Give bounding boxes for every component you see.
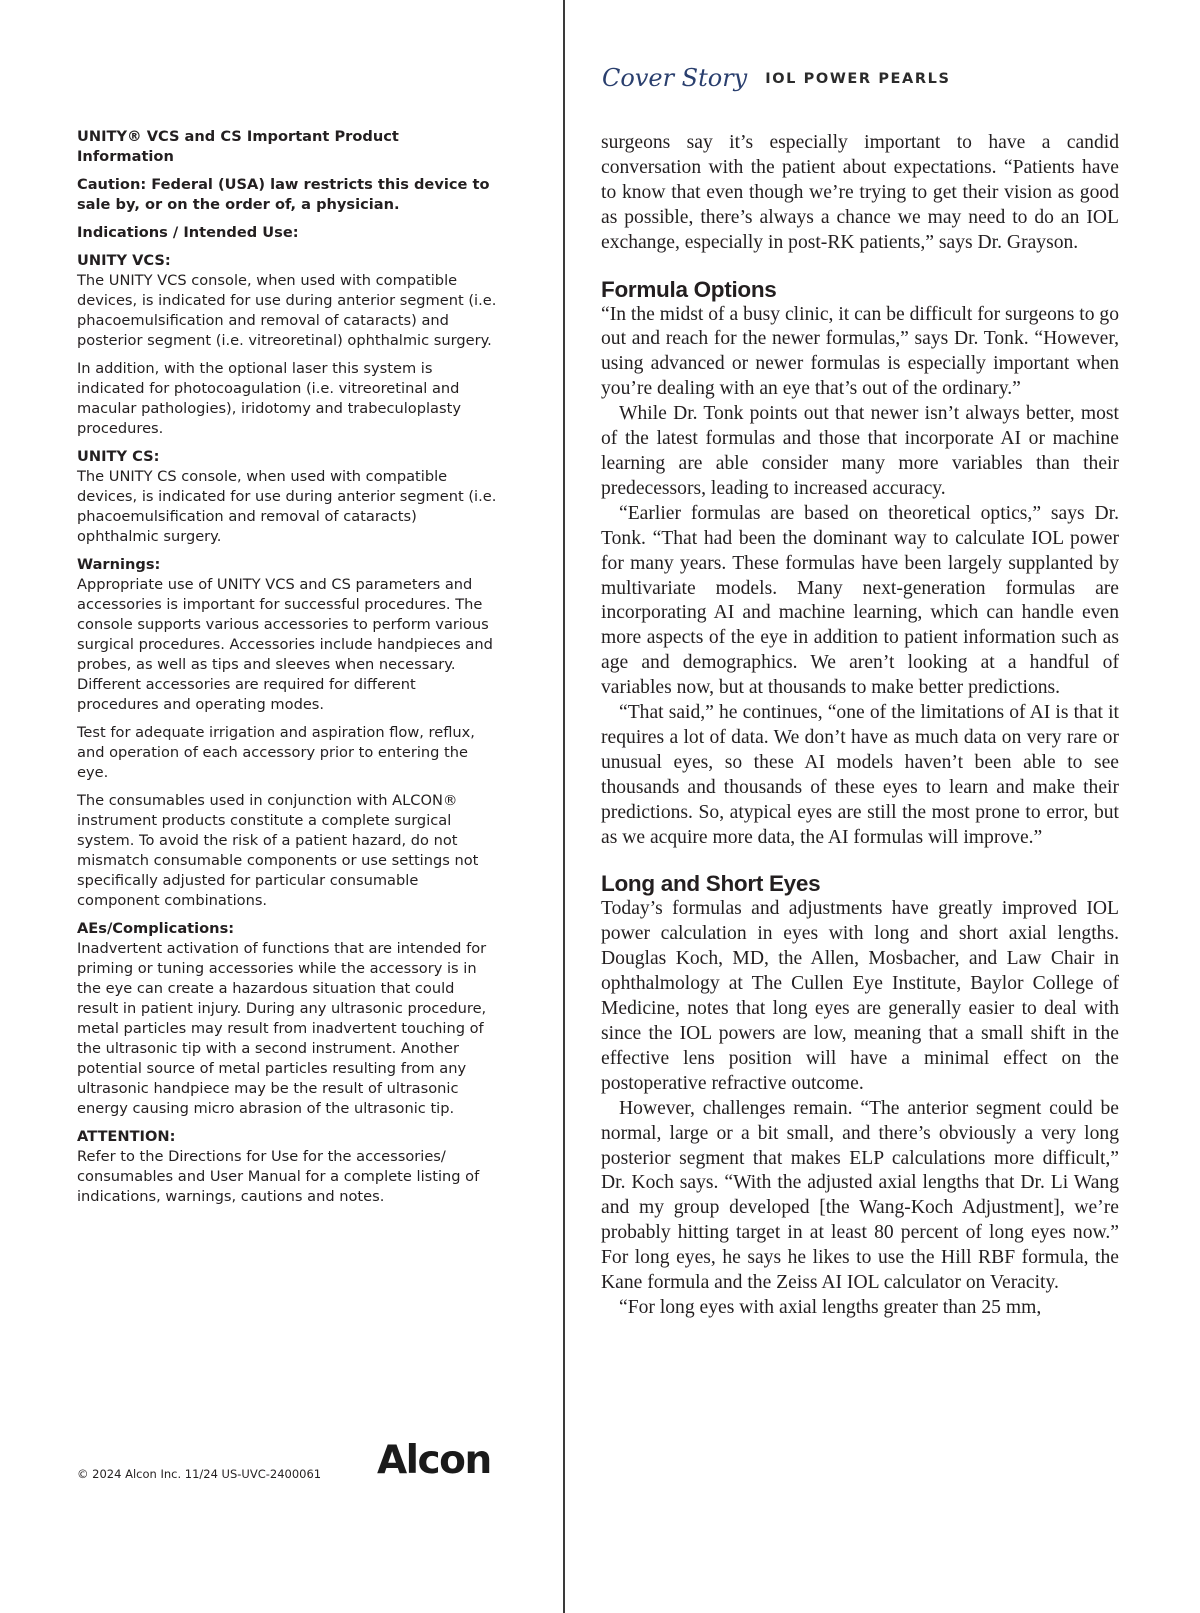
running-head-section: Cover Story: [602, 64, 748, 92]
product-info-title: UNITY® VCS and CS Important Product Information: [77, 128, 399, 165]
article-paragraph: While Dr. Tonk points out that newer isn’t always better, most of the latest formulas and those that incorporate AI or machine learning are able consider many more variables than their predecessors, leading to increased accuracy.: [601, 403, 1119, 499]
article-paragraph: However, challenges remain. “The anterior segment could be normal, large or a bit small, and there’s obviously a very long posterior segment that makes ELP calculations more difficult,” Dr. Koch says. “With the adjusted axial lengths that Dr. Li Wang and my group developed [the Wang-Koch Adjustment], we’re probably hitting target in at least 80 percent of long eyes now.” For long eyes, he says he likes to use the Hill RBF formula, the Kane formula and the Zeiss AI IOL calculator on Veracity.: [601, 1097, 1119, 1294]
column-divider: [563, 0, 565, 1613]
article-column: [601, 131, 1119, 1321]
section-heading-long-short-eyes: Long and Short Eyes: [601, 871, 821, 897]
section-heading-formula-options: Formula Options: [601, 276, 777, 302]
vcs-heading: UNITY VCS:: [77, 252, 171, 269]
attention-heading: ATTENTION:: [77, 1128, 176, 1145]
warnings-text-2: Test for adequate irrigation and aspiration flow, reflux, and operation of each accessory prior to entering the eye.: [77, 724, 475, 781]
indications-heading: Indications / Intended Use:: [77, 224, 299, 241]
cs-heading: UNITY CS:: [77, 448, 160, 465]
attention-text: Refer to the Directions for Use for the accessories/ consumables and User Manual for a complete listing of indications, warnings, cautions and notes.: [77, 1148, 480, 1205]
copyright-notice: © 2024 Alcon Inc. 11/24 US-UVC-2400061: [77, 1467, 322, 1481]
running-head: [602, 64, 951, 92]
article-paragraph: surgeons say it’s especially important to have a candid conversation with the patient about expectations. “Patients have to know that even though we’re trying to get their vision as good as possible, there’s always a chance we may need to do an IOL exchange, especially in post-RK patients,” says Dr. Grayson.: [601, 132, 1119, 253]
alcon-logo: Alcon: [377, 1438, 491, 1483]
warnings-heading: Warnings:: [77, 556, 161, 573]
cs-text: The UNITY CS console, when used with compatible devices, is indicated for use during anterior segment (i.e. phacoemulsification and removal of cataracts) ophthalmic surgery.: [77, 468, 497, 545]
caution-statement: Caution: Federal (USA) law restricts this device to sale by, or on the order of, a physician.: [77, 176, 490, 213]
article-paragraph: “For long eyes with axial lengths greater than 25 mm,: [619, 1296, 1042, 1318]
article-paragraph: “That said,” he continues, “one of the limitations of AI is that it requires a lot of data. We don’t have as much data on very rare or unusual eyes, so these AI models haven’t been able to see thousands and thousands of these eyes to learn and make their predictions. So, atypical eyes are still the most prone to error, but as we acquire more data, the AI formulas will improve.”: [601, 702, 1119, 848]
aes-heading: AEs/Complications:: [77, 920, 235, 937]
product-information-column: [77, 127, 497, 1215]
vcs-text: The UNITY VCS console, when used with compatible devices, is indicated for use during anterior segment (i.e. phacoemulsification and removal of cataracts) and posterior segment (i.e. vitreoretinal) ophthalmic surgery.: [77, 272, 497, 349]
vcs-laser-text: In addition, with the optional laser this system is indicated for photocoagulation (i.e. vitreoretinal and macular pathologies), iridotomy and trabeculoplasty procedures.: [77, 360, 461, 437]
warnings-text-1: Appropriate use of UNITY VCS and CS parameters and accessories is important for successful procedures. The console supports various accessories to perform various surgical procedures. Accessories include handpieces and probes, as well as tips and sleeves when necessary. Different accessories are required for different procedures and operating modes.: [77, 576, 493, 713]
article-paragraph: “In the midst of a busy clinic, it can be difficult for surgeons to go out and reach for the newer formulas,” says Dr. Tonk. “However, using advanced or newer formulas is especially important when you’re dealing with an eye that’s out of the ordinary.”: [601, 303, 1119, 400]
warnings-text-3: The consumables used in conjunction with ALCON® instrument products constitute a complete surgical system. To avoid the risk of a patient hazard, do not mismatch consumable components or use settings not specifically adjusted for particular consumable component combinations.: [77, 792, 479, 909]
running-head-title: IOL POWER PEARLS: [765, 71, 951, 87]
aes-text: Inadvertent activation of functions that are intended for priming or tuning accessories while the accessory is in the eye can create a hazardous situation that could result in patient injury. During any ultrasonic procedure, metal particles may result from inadvertent touching of the ultrasonic tip with a second instrument. Another potential source of metal particles resulting from any ultrasonic handpiece may be the result of ultrasonic energy causing micro abrasion of the ultrasonic tip.: [77, 940, 487, 1117]
article-paragraph: “Earlier formulas are based on theoretical optics,” says Dr. Tonk. “That had been the dominant way to calculate IOL power for many years. These formulas have been largely supplanted by multivariate models. Many next-generation formulas are incorporating AI and machine learning, which can handle even more aspects of the eye in addition to patient information such as age and demographics. We aren’t looking at a handful of variables now, but at thousands to make better predictions.: [601, 502, 1119, 699]
article-paragraph: Today’s formulas and adjustments have greatly improved IOL power calculation in eyes with long and short axial lengths. Douglas Koch, MD, the Allen, Mosbacher, and Law Chair in ophthalmology at The Cullen Eye Institute, Baylor College of Medicine, notes that long eyes are generally easier to deal with since the IOL powers are low, meaning that a small shift in the effective lens position will have a minimal effect on the postoperative refractive outcome.: [601, 898, 1119, 1094]
